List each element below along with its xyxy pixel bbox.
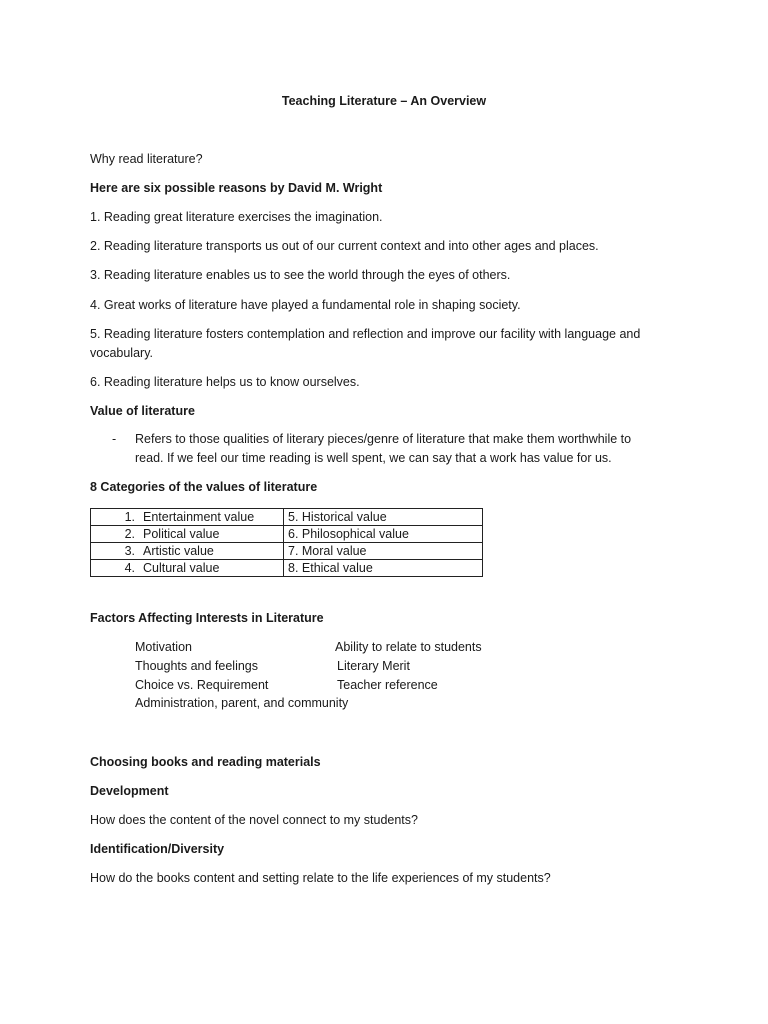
table-cell: 8. Ethical value xyxy=(284,560,483,577)
development-heading: Development xyxy=(90,784,169,798)
factor-item: Ability to relate to students xyxy=(335,640,482,654)
identification-text: How do the books content and setting relate to the life experiences of my students? xyxy=(90,871,551,885)
list-dash: - xyxy=(112,432,117,446)
factor-item: Thoughts and feelings xyxy=(135,659,259,673)
choosing-heading: Choosing books and reading materials xyxy=(90,755,321,769)
why-read-question: Why read literature? xyxy=(90,152,203,166)
categories-heading: 8 Categories of the values of literature xyxy=(90,480,318,494)
reason-item: 2. Reading literature transports us out of our current context and into other ages and places. xyxy=(90,239,599,253)
table-cell: 5. Historical value xyxy=(284,509,483,526)
value-heading: Value of literature xyxy=(90,404,195,418)
reason-item: 4. Great works of literature have played a fundamental role in shaping society. xyxy=(90,298,521,312)
reason-item-continued: vocabulary. xyxy=(90,346,153,360)
reason-item: 3. Reading literature enables us to see the world through the eyes of others. xyxy=(90,268,511,282)
factor-item: Administration, parent, and community xyxy=(135,696,349,710)
development-text: How does the content of the novel connect to my students? xyxy=(90,813,418,827)
factor-item: Motivation xyxy=(135,640,192,654)
table-cell: 6. Philosophical value xyxy=(284,526,483,543)
reason-item: 6. Reading literature helps us to know ourselves. xyxy=(90,375,360,389)
table-cell: 4. Cultural value xyxy=(91,560,284,577)
table-row xyxy=(91,526,483,543)
factor-item: Choice vs. Requirement xyxy=(135,678,269,692)
value-description-continued: read. If we feel our time reading is well spent, we can say that a work has value for us. xyxy=(135,451,612,465)
table-cell: 2. Political value xyxy=(91,526,284,543)
table-cell: 7. Moral value xyxy=(284,543,483,560)
page-title: Teaching Literature – An Overview xyxy=(281,94,487,108)
reason-item: 5. Reading literature fosters contemplation and reflection and improve our facility with language and xyxy=(90,327,641,341)
table-row xyxy=(91,509,483,526)
table-row xyxy=(91,560,483,577)
reasons-heading: Here are six possible reasons by David M. Wright xyxy=(90,181,383,195)
table-row xyxy=(91,543,483,560)
factor-item: Teacher reference xyxy=(337,678,438,692)
reason-item: 1. Reading great literature exercises the imagination. xyxy=(90,210,383,224)
factors-heading: Factors Affecting Interests in Literature xyxy=(90,611,324,625)
table-cell: 3. Artistic value xyxy=(91,543,284,560)
values-table xyxy=(90,508,483,577)
identification-heading: Identification/Diversity xyxy=(90,842,225,856)
value-description: Refers to those qualities of literary pieces/genre of literature that make them worthwhile to xyxy=(135,432,632,446)
table-cell: 1. Entertainment value xyxy=(91,509,284,526)
factor-item: Literary Merit xyxy=(337,659,410,673)
